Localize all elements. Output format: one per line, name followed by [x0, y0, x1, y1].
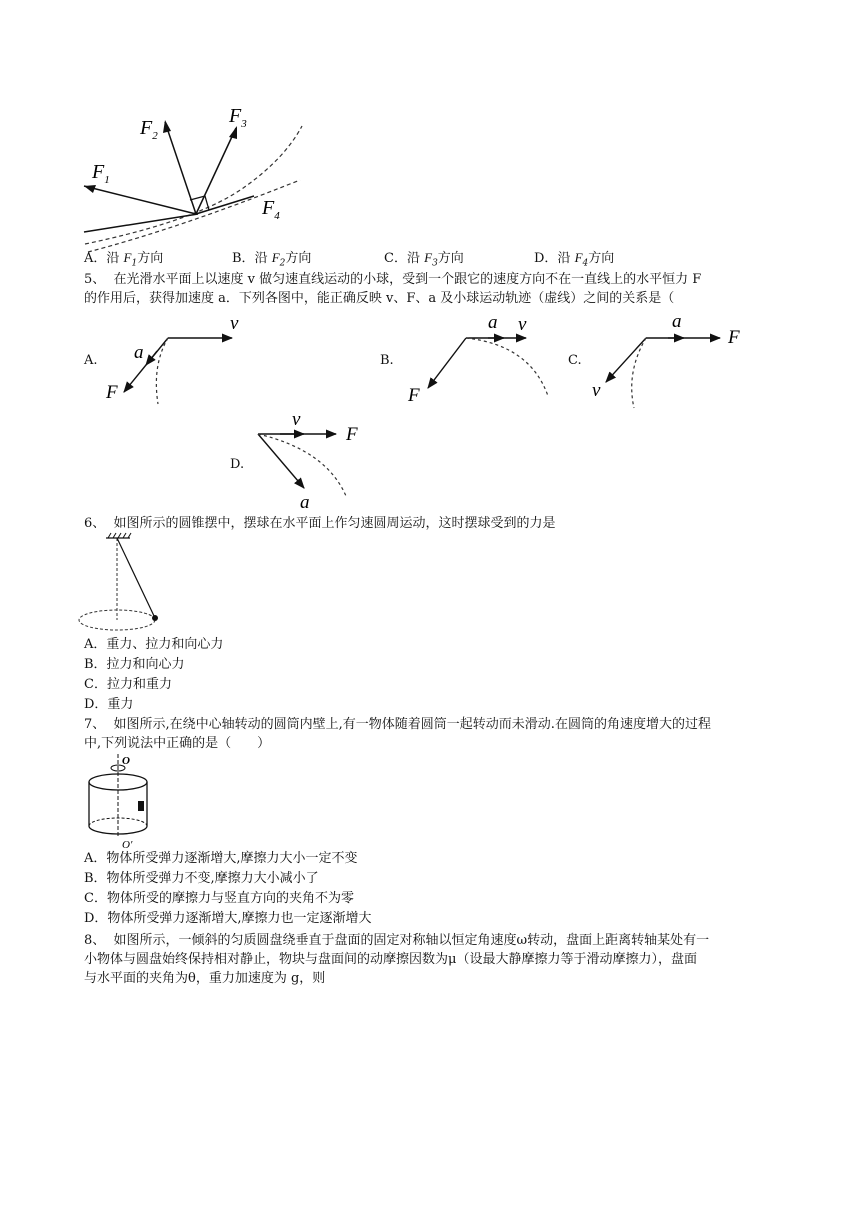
q7-line1: 7、 如图所示,在绕中心轴转动的圆筒内壁上,有一物体随着圆筒一起转动而未滑动.在圆筒的角速度增大的过程 [84, 717, 711, 732]
q5-option-d[interactable]: D. [230, 457, 245, 472]
svg-text:v: v [518, 314, 527, 335]
q5-option-c[interactable]: C. [568, 353, 582, 368]
q5-option-a[interactable]: A. [84, 353, 98, 368]
q6-option-c[interactable]: C．拉力和重力 [84, 677, 172, 692]
svg-text:F: F [728, 327, 740, 348]
q4-option-d[interactable]: D．沿 $F_4$方向 [534, 250, 615, 269]
svg-text:O′: O′ [122, 839, 133, 851]
svg-text:F: F [106, 382, 118, 403]
svg-text:a: a [672, 311, 682, 332]
label-f3: $F_3$ [229, 105, 247, 130]
q7-option-d[interactable]: D．物体所受弹力逐渐增大,摩擦力也一定逐渐增大 [84, 911, 372, 926]
q7-option-a[interactable]: A．物体所受弹力逐渐增大,摩擦力大小一定不变 [84, 851, 358, 866]
block-on-wall [138, 801, 144, 811]
q6-option-b[interactable]: B．拉力和向心力 [84, 657, 185, 672]
label-f4: $F_4$ [262, 197, 280, 222]
q5-line2: 的作用后，获得加速度 a．下列各图中，能正确反映 v、F、a 及小球运动轨迹（虚线）之间的关系是（ [84, 291, 675, 306]
svg-text:F: F [346, 424, 358, 445]
q8-line3: 与水平面的夹角为θ，重力加速度为 g，则 [84, 971, 326, 986]
q8-line1: 8、 如图所示，一倾斜的匀质圆盘绕垂直于盘面的固定对称轴以恒定角速度ω转动，盘面上距离转轴某处有一 [84, 933, 710, 948]
label-f1: $F_1$ [92, 161, 110, 186]
q4-option-a[interactable]: A．沿 $F_1$方向 [84, 250, 164, 269]
svg-text:F: F [408, 385, 420, 406]
q5-line1: 5、 在光滑水平面上以速度 v 做匀速直线运动的小球，受到一个跟它的速度方向不在一直线上的水平恒力 F [84, 272, 702, 287]
q8-line2: 小物体与圆盘始终保持相对静止，物块与盘面间的动摩擦因数为μ（设最大静摩擦力等于滑动摩擦力），盘面 [84, 952, 697, 967]
q7-option-b[interactable]: B．物体所受弹力不变,摩擦力大小减小了 [84, 871, 319, 886]
q7-option-c[interactable]: C．物体所受的摩擦力与竖直方向的夹角不为零 [84, 891, 354, 906]
q6-option-a[interactable]: A．重力、拉力和向心力 [84, 637, 224, 652]
q7-line2: 中,下列说法中正确的是（ ） [84, 736, 271, 751]
svg-text:v: v [592, 380, 601, 401]
svg-text:a: a [300, 492, 310, 513]
q6-stem: 6、 如图所示的圆锥摆中，摆球在水平面上作匀速圆周运动，这时摆球受到的力是 [84, 516, 556, 531]
q6-option-d[interactable]: D．重力 [84, 697, 134, 712]
svg-text:a: a [488, 312, 498, 333]
svg-text:O: O [122, 755, 130, 767]
q4-option-b[interactable]: B．沿 $F_2$方向 [232, 250, 312, 269]
svg-text:v: v [292, 409, 301, 430]
svg-text:v: v [230, 313, 239, 334]
q5-option-b[interactable]: B. [380, 353, 394, 368]
q4-option-c[interactable]: C．沿 $F_3$方向 [384, 250, 464, 269]
label-f2: $F_2$ [140, 117, 158, 142]
svg-text:a: a [134, 342, 144, 363]
